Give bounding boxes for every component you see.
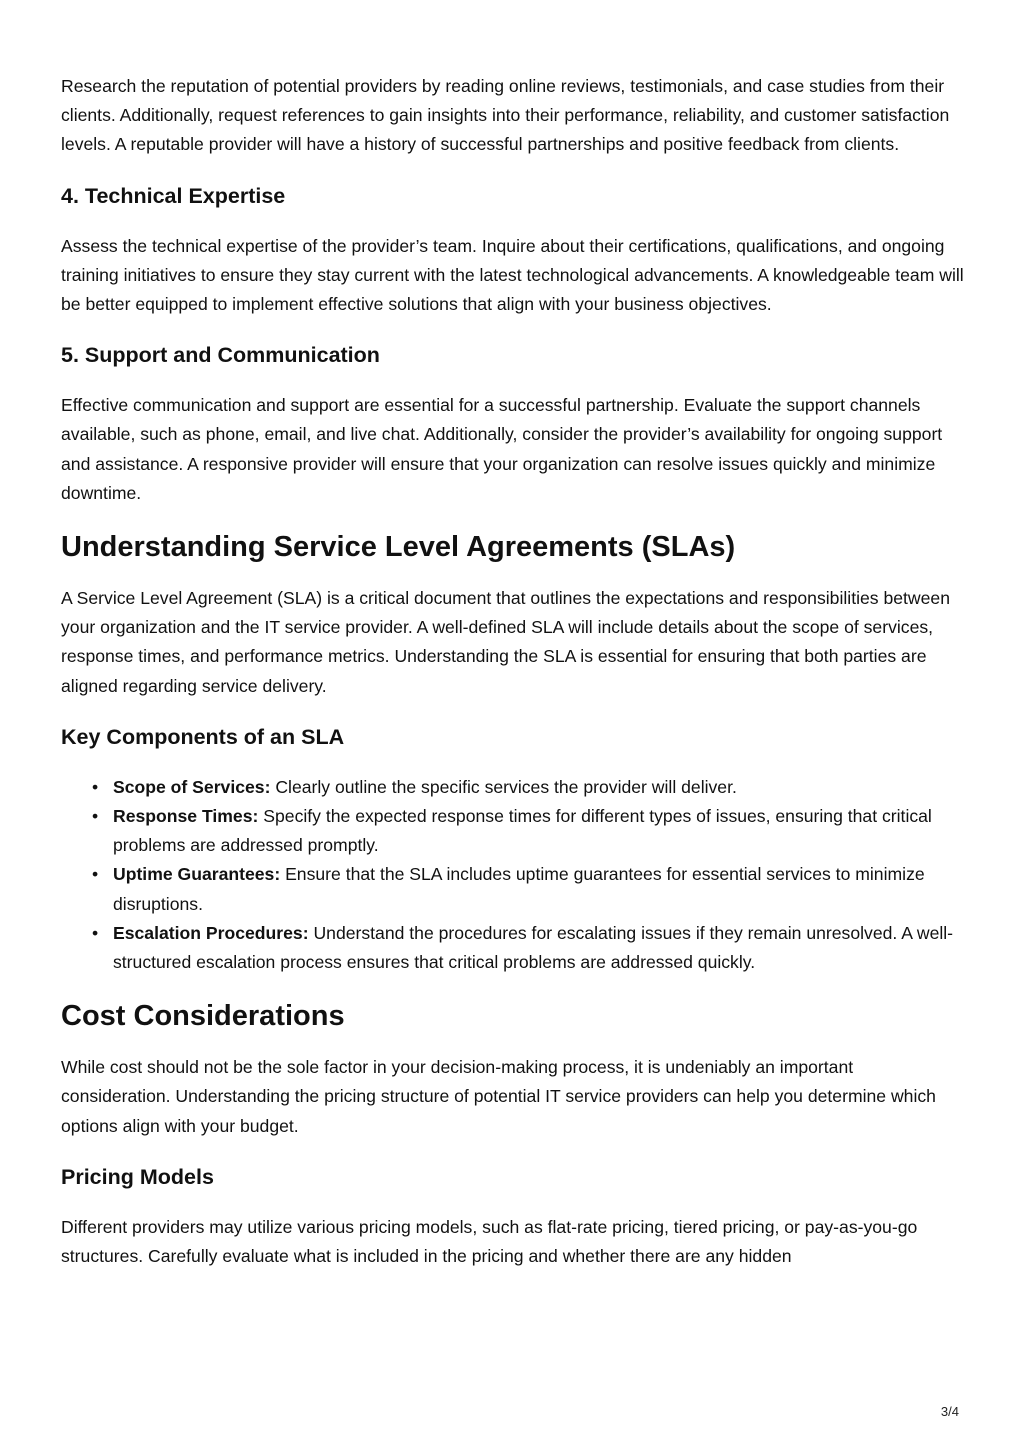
list-item-term: Response Times: [113, 806, 259, 827]
cost-section-heading: Cost Considerations [61, 1000, 345, 1033]
technical-expertise-paragraph: Assess the technical expertise of the provider’s team. Inquire about their certifications, qualifications, and ongoing training initiatives to ensure they stay current with the latest technological advancements. A knowledgeable team will be better equipped to implement effective solutions that align with your business objectives. [61, 235, 964, 315]
bullet-icon: • [92, 806, 99, 827]
document-page [61, 72, 966, 1271]
list-item-term: Escalation Procedures: [113, 922, 309, 943]
sla-components-heading: Key Components of an SLA [61, 724, 345, 749]
list-item-description: Understand the procedures for escalating issues if they remain unresolved. A well-structured escalation process ensures that critical problems are addressed quickly. [113, 922, 954, 973]
support-communication-paragraph: Effective communication and support are essential for a successful partnership. Evaluate the support channels available, such as phone, email, and live chat. Additionally, consider the provider’s availability for ongoing support and assistance. A responsive provider will ensure that your organization can resolve issues quickly and minimize downtime. [61, 395, 943, 503]
list-item [92, 802, 966, 860]
bullet-icon: • [92, 776, 99, 797]
sla-paragraph: A Service Level Agreement (SLA) is a critical document that outlines the expectations and responsibilities between your organization and the IT service provider. A well-defined SLA will include details about the scope of services, response times, and performance metrics. Understanding the SLA is essential for ensuring that both parties are aligned regarding service delivery. [61, 588, 950, 696]
support-communication-heading: 5. Support and Communication [61, 343, 380, 368]
list-item-term: Scope of Services: [113, 776, 271, 797]
sla-components-list [61, 773, 966, 977]
list-item-term: Uptime Guarantees: [113, 864, 281, 885]
sla-section-heading: Understanding Service Level Agreements (SLAs) [61, 531, 736, 564]
list-item [92, 860, 966, 918]
intro-paragraph: Research the reputation of potential providers by reading online reviews, testimonials, and case studies from their clients. Additionally, request references to gain insights into their performance, reliability, and customer satisfaction levels. A reputable provider will have a history of successful partnerships and positive feedback from clients. [61, 76, 950, 155]
pricing-models-heading: Pricing Models [61, 1164, 214, 1189]
list-item [92, 773, 966, 802]
list-item-description: Ensure that the SLA includes uptime guarantees for essential services to minimize disruptions. [113, 864, 925, 914]
bullet-icon: • [92, 922, 99, 943]
list-item-description: Specify the expected response times for different types of issues, ensuring that critical problems are addressed promptly. [113, 806, 932, 856]
list-item-description: Clearly outline the specific services the provider will deliver. [270, 776, 737, 797]
list-item [92, 919, 966, 977]
technical-expertise-heading: 4. Technical Expertise [61, 183, 286, 208]
pricing-models-paragraph: Different providers may utilize various pricing models, such as flat-rate pricing, tiered pricing, or pay-as-you-go structures. Carefully evaluate what is included in the pricing and whether there are any hidden [61, 1216, 918, 1267]
bullet-icon: • [92, 864, 99, 885]
cost-paragraph: While cost should not be the sole factor in your decision-making process, it is undeniably an important consideration. Understanding the pricing structure of potential IT service providers can help you determine which options align with your budget. [61, 1057, 936, 1136]
page-number: 3/4 [940, 1404, 959, 1419]
